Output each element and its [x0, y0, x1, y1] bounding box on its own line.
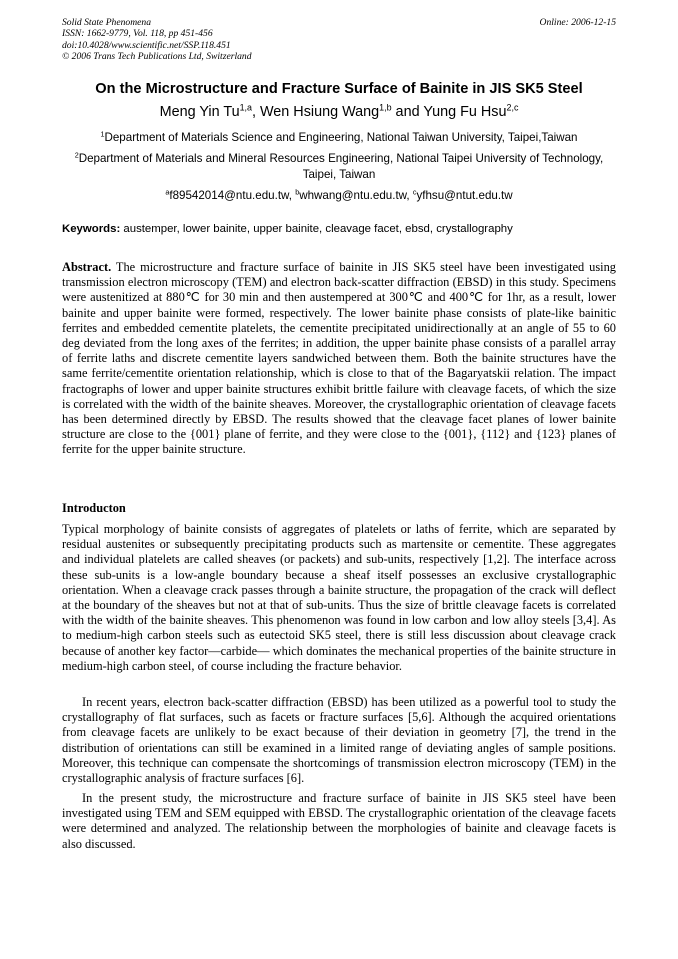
journal-header [62, 17, 616, 63]
email-mark: a [165, 187, 170, 197]
affiliation-text: Department of Materials Science and Engineering, National Taiwan University, Taipei,Taiwan [104, 131, 578, 144]
keywords-label: Keywords: [62, 223, 121, 235]
affiliation-text: Department of Materials and Mineral Resources Engineering, National Taipei University of Technology, Taipei, Taiwan [78, 152, 604, 181]
intro-paragraph: In recent years, electron back-scatter diffraction (EBSD) has been utilized as a powerful tool to study the crystallography of flat surfaces, such as facets or fracture surfaces [5,6]. Although the acquired orientations from cleavage facets are unlikely to be exact because of their deviation in geometry [7], the trend in the distribution of orientations can still be examined in a limited range of deviating angles of sample positions. Moreover, this technique can compensate the shortcomings of transmission electron microscopy (TEM) in the crystallographic analysis of fracture surfaces [6]. [62, 695, 616, 786]
email-separator: , [406, 189, 413, 202]
affiliation [60, 130, 618, 146]
email-address[interactable]: whwang@ntu.edu.tw [299, 189, 407, 202]
author-affiliation-mark: 2,c [506, 102, 519, 113]
journal-issn: ISSN: 1662-9779, Vol. 118, pp 451-456 [62, 28, 213, 40]
affiliation-number: 1 [100, 129, 105, 139]
author-separator: , [251, 104, 260, 120]
journal-name: Solid State Phenomena [62, 17, 151, 28]
author-affiliation-mark: 1,a [239, 102, 252, 113]
intro-paragraph: Typical morphology of bainite consists of aggregates of platelets or laths of ferrite, which are separated by residual austenites or subsequently precipitating products such as martensite or cementite. These aggregates and individual platelets are called sheaves (or packets) and sub-units, respectively [1,2]. The interface across these sub-units is a low-angle boundary because a sheaf itself possesses an exclusive crystallographic orientation. When a cleavage crack passes through a bainite structure, the propagation of the crack will deflect at the boundary of the sheaves but not at that of sub-units. Thus the size of brittle cleavage facets is correlated with the width of the bainite sheaves. This phenomenon was found in low carbon and low alloy steels [3,4]. As to medium-high carbon steels such as eutectoid SK5 steel, there is still less discussion about cleavage crack because of another key factor—carbide— which dominates the mechanical properties of the bainite structure in medium-high carbon steel, of course including the fracture behavior. [62, 522, 616, 673]
email-address[interactable]: f89542014@ntu.edu.tw [169, 189, 289, 202]
keywords-text: austemper, lower bainite, upper bainite, cleavage facet, ebsd, crystallography [120, 223, 513, 235]
journal-doi: doi:10.4028/www.scientific.net/SSP.118.451 [62, 39, 231, 51]
abstract [62, 260, 616, 458]
journal-copyright: © 2006 Trans Tech Publications Ltd, Switzerland [62, 51, 252, 63]
author-name: Meng Yin Tu [159, 104, 240, 120]
abstract-text: The microstructure and fracture surface of bainite in JIS SK5 steel have been investigated using transmission electron microscopy (TEM) and electron back-scatter diffraction (EBSD) in this study. Specimens were austenitized at 880℃ for 30 min and then austempered at 300℃ and 400℃ for 1hr, as a result, lower bainite and upper bainite were formed, respectively. The lower bainite phase consists of plate-like bainitic ferrites and embedded cementite platelets, the cementite precipitated unidirectionally at an angle of 55 to 60 deg deviated from the long axes of the ferrites; in addition, the upper bainite phase consists of a parallel array of ferrite laths and discrete cementite layers sandwiched between them. Both the bainite structures have the same ferrite/cementite orientation relationship, which is close to that of the Bagaryatskii relation. The impact fractographs of lower and upper bainite structures exhibit brittle failure with cleavage facets, of which the size is correlated with the width of the bainite sheaves. Moreover, the crystallographic orientation of cleavage facets has been determined directly by EBSD. The results showed that the cleavage facet planes of lower bainite structure are close to the {001} plane of ferrite, and they were close to the {001}, {112} and {123} planes of ferrite for the upper bainite structure. [62, 260, 616, 457]
keywords [62, 222, 616, 237]
affiliation-number: 2 [74, 150, 79, 160]
intro-paragraph: In the present study, the microstructure and fracture surface of bainite in JIS SK5 steel have been investigated using TEM and SEM equipped with EBSD. The crystallographic orientation of the cleavage facets were determined and analyzed. The relationship between the morphologies of bainite and cleavage facets is also discussed. [62, 791, 616, 851]
author-affiliation-mark: 1,b [379, 102, 392, 113]
author-separator: and [391, 104, 424, 120]
online-date: Online: 2006-12-15 [539, 17, 616, 28]
author-list [20, 103, 658, 122]
paper-title: On the Microstructure and Fracture Surface of Bainite in JIS SK5 Steel [95, 81, 583, 97]
email-separator: , [288, 189, 296, 202]
affiliation [60, 151, 618, 182]
author-name: Yung Fu Hsu [423, 104, 507, 120]
email-mark: b [295, 187, 300, 197]
abstract-label: Abstract. [62, 260, 112, 274]
section-heading: Introducton [62, 501, 126, 515]
email-address[interactable]: yfhsu@ntut.edu.tw [416, 189, 513, 202]
email-list [20, 188, 658, 203]
author-name: Wen Hsiung Wang [259, 104, 380, 120]
email-mark: c [412, 187, 417, 197]
